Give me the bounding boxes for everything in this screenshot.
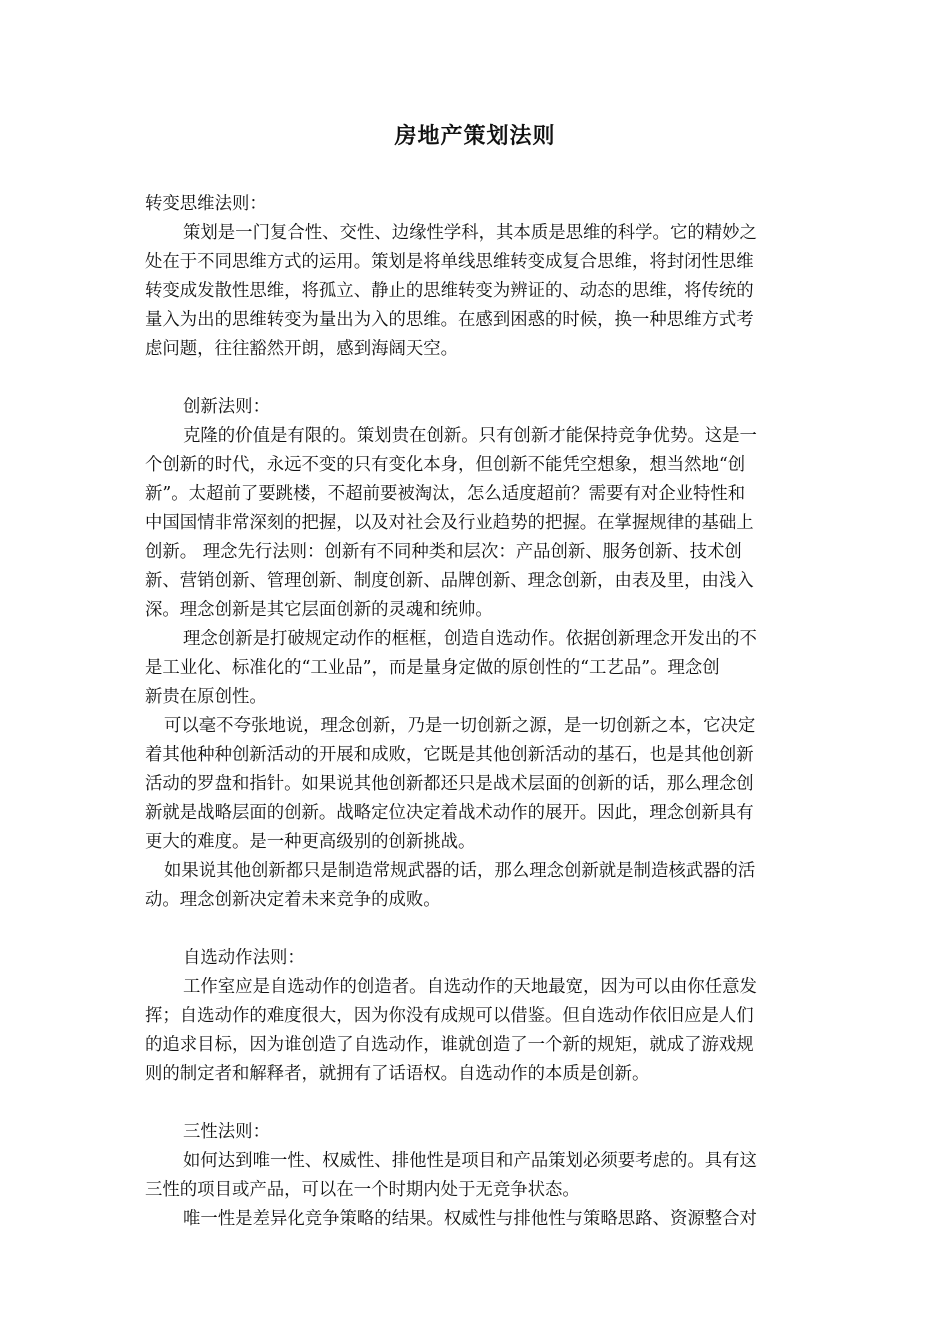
- paragraph-line: 更大的难度。是一种更高级别的创新挑战。: [145, 832, 476, 852]
- paragraph-line: 动。理念创新决定着未来竞争的成败。: [145, 890, 441, 910]
- paragraph-line: 唯一性是差异化竞争策略的结果。权威性与排他性与策略思路、资源整合对: [183, 1209, 757, 1229]
- section-gap: [145, 364, 813, 393]
- document-body: [145, 190, 813, 1234]
- paragraph-line: 则的制定者和解释者，就拥有了话语权。自选动作的本质是创新。: [145, 1064, 650, 1084]
- paragraph-line: 策划是一门复合性、交性、边缘性学科，其本质是思维的科学。它的精妙之: [183, 223, 757, 243]
- paragraph-line: 量入为出的思维转变为量出为入的思维。在感到困惑的时候，换一种思维方式考: [145, 310, 754, 330]
- paragraph-line: 挥；自选动作的难度很大，因为你没有成规可以借鉴。但自选动作依旧应是人们: [145, 1006, 754, 1026]
- paragraph-line: 虑问题，往往豁然开朗，感到海阔天空。: [145, 339, 459, 359]
- paragraph-line: 着其他种种创新活动的开展和成败，它既是其他创新活动的基石，也是其他创新: [145, 745, 754, 765]
- paragraph-line: 新”。太超前了要跳楼，不超前要被淘汰，怎么适度超前？需要有对企业特性和: [145, 484, 746, 504]
- paragraph-line: 三性的项目或产品，可以在一个时期内处于无竞争状态。: [145, 1180, 580, 1200]
- paragraph-line: 工作室应是自选动作的创造者。自选动作的天地最宽，因为可以由你任意发: [183, 977, 757, 997]
- paragraph-line: 理念创新是打破规定动作的框框，创造自选动作。依据创新理念开发出的不: [183, 629, 757, 649]
- section-heading: 转变思维法则：: [145, 194, 267, 214]
- paragraph-line: 如果说其他创新都只是制造常规武器的话，那么理念创新就是制造核武器的活: [164, 861, 756, 881]
- paragraph-line: 可以毫不夸张地说，理念创新，乃是一切创新之源，是一切创新之本，它决定: [164, 716, 756, 736]
- section-heading: 创新法则：: [183, 397, 270, 417]
- paragraph-line: 新、营销创新、管理创新、制度创新、品牌创新、理念创新，由表及里，由浅入: [145, 571, 754, 591]
- paragraph-line: 是工业化、标准化的“工业品”，而是量身定做的原创性的“工艺品”。理念创: [145, 658, 720, 678]
- paragraph-line: 的追求目标，因为谁创造了自选动作，谁就创造了一个新的规矩，就成了游戏规: [145, 1035, 754, 1055]
- paragraph-line: 个创新的时代，永远不变的只有变化本身，但创新不能凭空想象，想当然地“创: [145, 455, 746, 475]
- paragraph-line: 如何达到唯一性、权威性、排他性是项目和产品策划必须要考虑的。具有这: [183, 1151, 757, 1171]
- paragraph-line: 活动的罗盘和指针。如果说其他创新都还只是战术层面的创新的话，那么理念创: [145, 774, 754, 794]
- section-heading: 三性法则：: [183, 1122, 270, 1142]
- paragraph-line: 深。理念创新是其它层面创新的灵魂和统帅。: [145, 600, 493, 620]
- section-gap: [145, 1089, 813, 1118]
- paragraph-line: 新贵在原创性。: [145, 687, 267, 707]
- paragraph-line: 中国国情非常深刻的把握，以及对社会及行业趋势的把握。在掌握规律的基础上: [145, 513, 754, 533]
- section-gap: [145, 915, 813, 944]
- paragraph-line: 处在于不同思维方式的运用。策划是将单线思维转变成复合思维，将封闭性思维: [145, 252, 754, 272]
- section-heading: 自选动作法则：: [183, 948, 305, 968]
- paragraph-line: 克隆的价值是有限的。策划贵在创新。只有创新才能保持竞争优势。这是一: [183, 426, 757, 446]
- paragraph-line: 转变成发散性思维，将孤立、静止的思维转变为辨证的、动态的思维，将传统的: [145, 281, 754, 301]
- paragraph-line: 新就是战略层面的创新。战略定位决定着战术动作的展开。因此，理念创新具有: [145, 803, 754, 823]
- paragraph-line: 创新。 理念先行法则：创新有不同种类和层次：产品创新、服务创新、技术创: [145, 542, 742, 562]
- page-title: 房地产策划法则: [394, 123, 556, 149]
